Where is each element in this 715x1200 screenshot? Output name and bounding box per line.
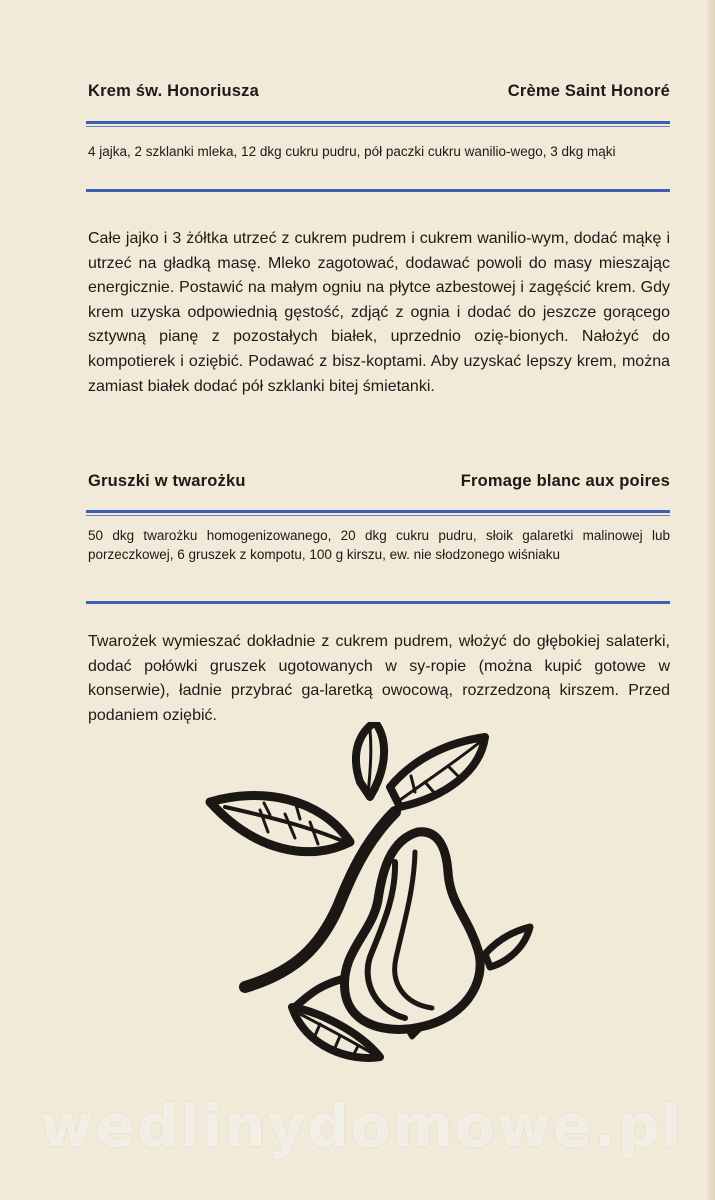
page-edge [707,0,715,1200]
recipe-2-title-pl: Gruszki w twarożku [88,472,246,490]
recipe-2-instructions: Twarożek wymieszać dokładnie z cukrem pudrem, włożyć do głębokiej salaterki, dodać połówki gruszek ugotowanych w sy-ropie (można kupić gotowe w konserwie), ładnie przybrać ga-laretką owocową, rozrzedzoną kirszem. Przed podaniem oziębić. [88,633,670,724]
recipe-1-title-pl: Krem św. Honoriusza [88,82,259,100]
recipe-1-ingredients-rule [86,189,670,192]
recipe-2-ingredients: 50 dkg twarożku homogenizowanego, 20 dkg cukru pudru, słoik galaretki malinowej lub porzeczkowej, 6 gruszek z kompotu, 100 g kirszu, ew. nie słodzonego wiśniaku [88,528,670,562]
recipe-1-title-fr: Crème Saint Honoré [507,82,670,100]
recipe-1-title-rule [86,121,670,127]
recipe-1-ingredients: 4 jajka, 2 szklanki mleka, 12 dkg cukru pudru, pół paczki cukru wanilio-wego, 3 dkg mąki [88,144,616,159]
recipe-1-title-row [88,82,670,101]
recipe-1-instructions: Całe jajko i 3 żółtka utrzeć z cukrem pudrem i cukrem wanilio-wym, dodać mąkę i utrzeć na gładką masę. Mleko zagotować, dodawać powoli do masy mieszając energicznie. Postawić na małym ogniu na płytce azbestowej i zagęścić krem. Gdy krem uzyska odpowiednią gęstość, zdjąć z ognia i dodać do jeszcze gorącego sztywną pianę z pozostałych białek, uprzednio ozię-bionych. Nałożyć do kompotierek i oziębić. Podawać z bisz-koptami. Aby uzyskać lepszy krem, można zamiast białek dodać pół szklanki bitej śmietanki. [88,230,670,395]
recipe-2-ingredients-rule [86,601,670,604]
watermark: wedlinydomowe.pl [40,1092,684,1160]
pear-with-leaves-icon [200,722,540,1062]
recipe-2-title-rule [86,510,670,516]
recipe-2-title-fr: Fromage blanc aux poires [460,472,670,490]
recipe-2-title-row [88,472,670,491]
